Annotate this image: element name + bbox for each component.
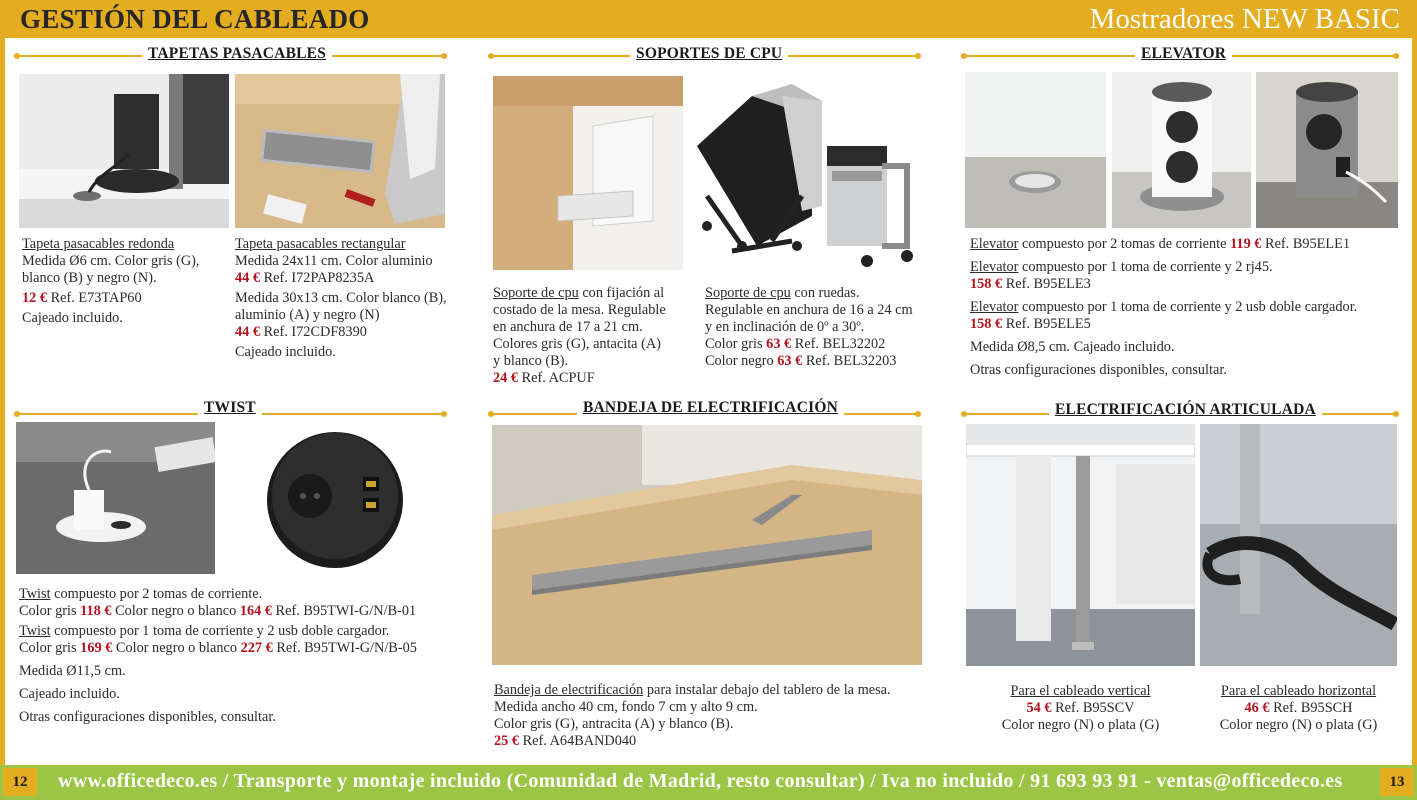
price: 46 € [1244, 700, 1270, 716]
product-name: Tapeta pasacables rectangular [235, 236, 406, 252]
cableado-vertical-text: Para el cableado vertical 54 € Ref. B95SCV Color negro (N) o plata (G) [1001, 683, 1160, 733]
tapeta-rectangular-text: Tapeta pasacables rectangular Medida 24x11 cm. Color aluminio 44 € Ref. I72PAP8235A Medida 30x13 cm. Color blanco (B), aluminio (A) y negro (N) 44 € Ref. I72CDF8390 Cajeado incluido. [235, 236, 447, 360]
photo-elevator-open [1112, 72, 1251, 228]
photo-twist-unit [258, 422, 412, 574]
product-name: Para el cableado horizontal [1220, 683, 1377, 699]
soporte-ruedas-text: Soporte de cpu con ruedas. Regulable en anchura de 16 a 24 cm y en inclinación de 0º a 30º. Color gris 63 € Ref. BEL32202 Color negro 63 € Ref. BEL32203 [705, 285, 913, 369]
section-title-bandeja: BANDEJA DE ELECTRIFICACIÓN [577, 399, 844, 417]
product-name: Twist [19, 586, 51, 602]
photo-elevator-closed [965, 72, 1106, 228]
page-number-left: 12 [3, 768, 37, 796]
right-border [1412, 38, 1417, 765]
elevator-text: Elevator compuesto por 2 tomas de corriente 119 € Ref. B95ELE1 Elevator compuesto por 1 toma de corriente y 2 rj45. 158 € Ref. B95ELE3 Elevator compuesto por 1 toma de corriente y 2 usb doble cargador. 158 € Ref. B95ELE5 Medida Ø8,5 cm. Cajeado incluido. Otras configuraciones disponibles, consultar. [970, 236, 1358, 378]
price: 158 € [970, 276, 1003, 292]
tapeta-redonda-text: Tapeta pasacables redonda Medida Ø6 cm. Color gris (G), blanco (B) y negro (N). 12 € Ref. E73TAP60 Cajeado incluido. [22, 236, 200, 326]
product-name: Soporte de cpu [493, 285, 579, 301]
footer-text: www.officedeco.es / Transporte y montaje incluido (Comunidad de Madrid, resto consultar) / Iva no incluido / 91 693 93 91 - ventas@officedeco.es [58, 770, 1343, 792]
price: 119 € [1230, 236, 1262, 252]
price: 118 € [80, 603, 112, 619]
left-border [0, 38, 5, 765]
twist-text: Twist compuesto por 2 tomas de corriente. Color gris 118 € Color negro o blanco 164 € Ref. B95TWI-G/N/B-01 Twist compuesto por 1 toma de corriente y 2 usb doble cargador. Color gris 169 € Color negro o blanco 227 € Ref. B95TWI-G/N/B-05 Medida Ø11,5 cm. Cajeado incluido. Otras configuraciones disponibles, consultar. [19, 586, 417, 725]
photo-soporte-ruedas [692, 76, 934, 270]
page-subtitle: Mostradores NEW BASIC [1089, 3, 1400, 35]
product-name: Twist [19, 623, 51, 639]
product-name: Soporte de cpu [705, 285, 791, 301]
price: 24 € [493, 370, 519, 386]
photo-soporte-fijacion [493, 76, 683, 270]
photo-twist-desk [16, 422, 215, 574]
page-number-right: 13 [1380, 768, 1414, 796]
photo-cableado-horizontal [1200, 424, 1397, 666]
soporte-fijacion-text: Soporte de cpu con fijación al costado de la mesa. Regulable en anchura de 17 a 21 cm. Colores gris (G), antacita (A) y blanco (B). 24 € Ref. ACPUF [493, 285, 666, 386]
section-title-soportes: SOPORTES DE CPU [630, 45, 788, 63]
product-name: Elevator [970, 259, 1019, 275]
page-title: GESTIÓN DEL CABLEADO [20, 4, 370, 34]
price: 54 € [1026, 700, 1052, 716]
product-name: Elevator [970, 299, 1019, 315]
product-name: Elevator [970, 236, 1019, 252]
price: 63 € [766, 336, 792, 352]
price: 169 € [80, 640, 113, 656]
photo-elevator-usb [1256, 72, 1398, 228]
price: 164 € [239, 603, 272, 619]
section-title-elevator: ELEVATOR [1135, 45, 1232, 63]
photo-tapeta-redonda [19, 74, 229, 228]
photo-tapeta-rectangular [235, 74, 445, 228]
cableado-horizontal-text: Para el cableado horizontal 46 € Ref. B95SCH Color negro (N) o plata (G) [1219, 683, 1378, 733]
product-name: Bandeja de electrificación [494, 682, 644, 698]
product-name: Para el cableado vertical [1010, 683, 1151, 699]
bandeja-text: Bandeja de electrificación para instalar debajo del tablero de la mesa. Medida ancho 40 cm, fondo 7 cm y alto 9 cm. Color gris (G), antracita (A) y blanco (B). 25 € Ref. A64BAND040 [494, 682, 891, 749]
price: 25 € [494, 733, 520, 749]
price: 158 € [970, 316, 1003, 332]
section-title-twist: TWIST [198, 399, 262, 417]
price: 44 € [235, 270, 261, 286]
photo-cableado-vertical [966, 424, 1195, 666]
price: 63 € [777, 353, 803, 369]
price: 12 € [22, 290, 48, 306]
photo-bandeja [492, 425, 922, 665]
price: 44 € [235, 324, 261, 340]
section-title-tapetas: TAPETAS PASACABLES [142, 45, 332, 63]
header-bar [0, 0, 1417, 38]
footer-bar [0, 765, 1417, 800]
price: 227 € [240, 640, 273, 656]
product-name: Tapeta pasacables redonda [22, 236, 175, 252]
section-title-articulada: ELECTRIFICACIÓN ARTICULADA [1049, 401, 1322, 419]
